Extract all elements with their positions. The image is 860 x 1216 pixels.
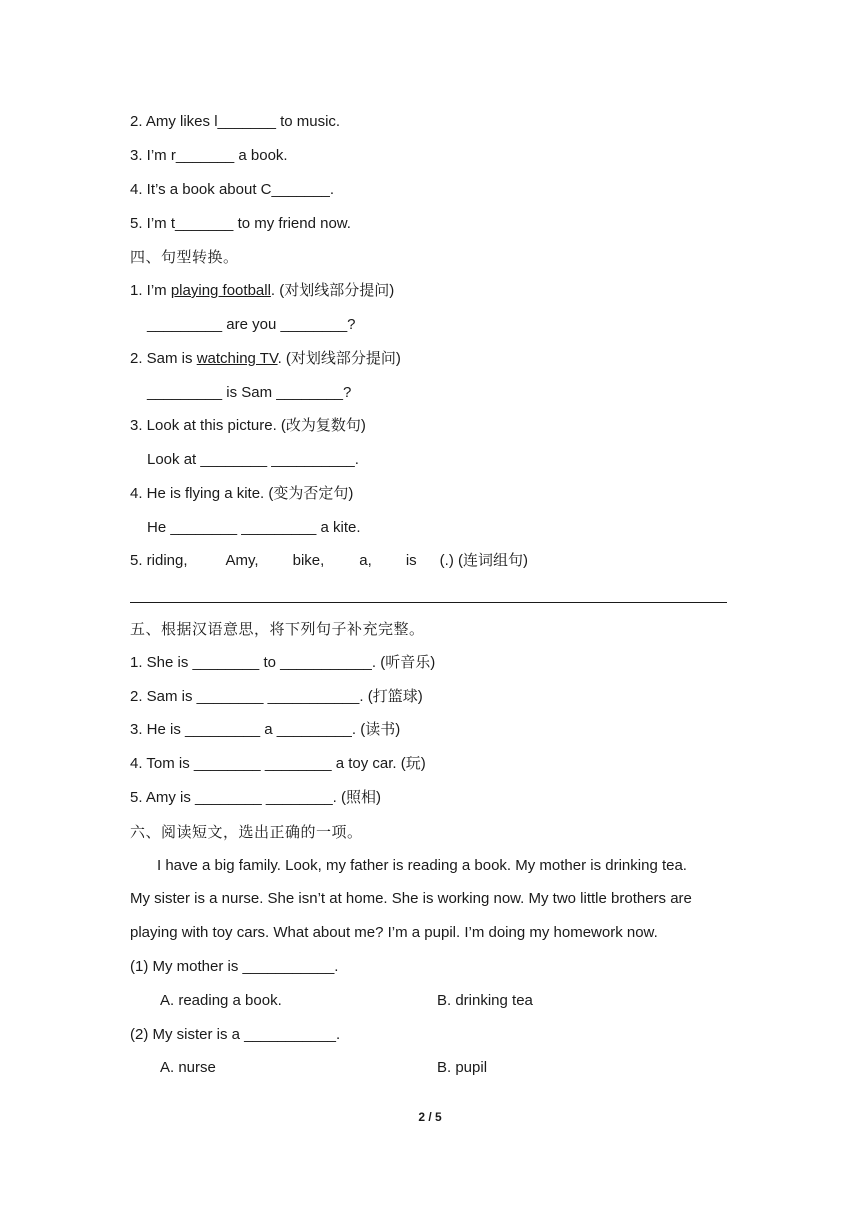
passage-line-2: My sister is a nurse. She isn’t at home. She is working now. My two little brothers are <box>130 890 692 907</box>
answer-rule <box>130 602 727 603</box>
q5-word-4: a, <box>359 552 372 569</box>
reading-q2-option-a: A. nurse <box>160 1059 216 1076</box>
transform-q1 <box>130 281 394 301</box>
fill-item-2: 2. Amy likes l_______ to music. <box>130 113 341 130</box>
transform-q2 <box>130 349 401 369</box>
fill-item-4: 4. It’s a book about C_______. <box>130 181 335 198</box>
q2-suffix: . (对划线部分提问) <box>277 350 401 367</box>
q1-suffix: . (对划线部分提问) <box>270 282 395 299</box>
transform-q4-answer: He ________ _________ a kite. <box>147 519 361 536</box>
transform-q3: 3. Look at this picture. (改为复数句) <box>130 417 366 434</box>
fill-item-3: 3. I’m r_______ a book. <box>130 147 288 164</box>
q5-word-6: (.) (连词组句) <box>439 552 528 569</box>
complete-item-3: 3. He is _________ a _________. (读书) <box>130 721 401 738</box>
reading-q1-option-b: B. drinking tea <box>437 992 533 1009</box>
q5-word-5: is <box>405 552 417 569</box>
complete-item-4: 4. Tom is ________ ________ a toy car. (玩) <box>130 755 426 772</box>
complete-item-2: 2. Sam is ________ ___________. (打篮球) <box>130 688 423 705</box>
transform-q3-answer: Look at ________ __________. <box>147 451 359 468</box>
transform-q4: 4. He is flying a kite. (变为否定句) <box>130 485 354 502</box>
reading-q2-stem: (2) My sister is a ___________. <box>130 1026 341 1043</box>
q5-word-2: Amy, <box>225 552 259 569</box>
q5-word-3: bike, <box>292 552 325 569</box>
section-5-heading: 五、根据汉语意思，将下列句子补充完整。 <box>130 620 425 638</box>
q2-prefix: 2. Sam is <box>130 350 197 367</box>
reading-q2-option-b: B. pupil <box>437 1059 488 1076</box>
reading-q1-option-a: A. reading a book. <box>160 992 282 1009</box>
q1-prefix: 1. I’m <box>130 282 171 299</box>
page-number: 2 / 5 <box>418 1110 442 1124</box>
complete-item-1: 1. She is ________ to ___________. (听音乐) <box>130 654 436 671</box>
transform-q5 <box>130 551 528 571</box>
q1-underlined: playing football <box>170 282 271 299</box>
section-6-heading: 六、阅读短文，选出正确的一项。 <box>130 823 363 841</box>
fill-item-5: 5. I’m t_______ to my friend now. <box>130 215 351 232</box>
q2-underlined: watching TV <box>196 350 278 367</box>
q5-word-1: 5. riding, <box>130 552 188 569</box>
passage-line-1: I have a big family. Look, my father is reading a book. My mother is drinking tea. <box>157 857 687 874</box>
section-4-heading: 四、句型转换。 <box>130 248 239 266</box>
transform-q1-answer: _________ are you ________? <box>147 316 356 333</box>
transform-q2-answer: _________ is Sam ________? <box>147 384 352 401</box>
complete-item-5: 5. Amy is ________ ________. (照相) <box>130 789 381 806</box>
reading-q1-stem: (1) My mother is ___________. <box>130 958 339 975</box>
passage-line-3: playing with toy cars. What about me? I’m a pupil. I’m doing my homework now. <box>130 924 658 941</box>
